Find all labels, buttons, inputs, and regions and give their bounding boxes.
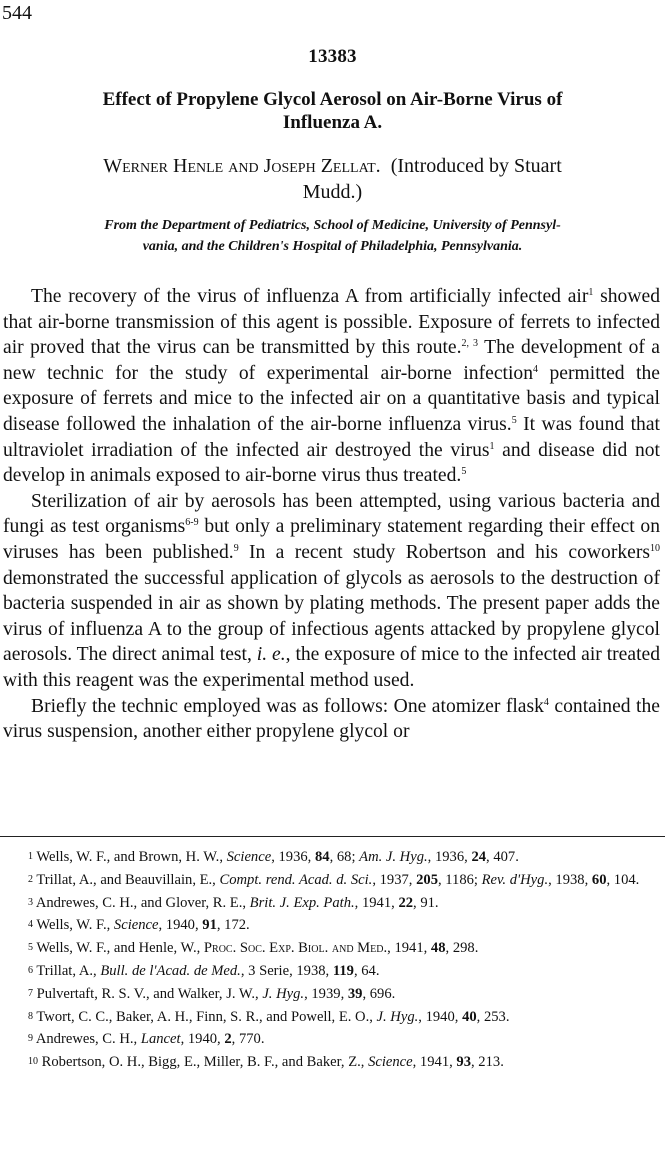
text-run: and disease did not develop in animals exposed to air-borne virus thus treated.: [3, 439, 660, 487]
journal-name: J. Hyg.: [376, 1008, 419, 1025]
footnote-text: , 1937,: [372, 871, 417, 888]
footnote-ref: 1: [489, 440, 495, 452]
affiliation-line-1: From the Department of Pediatrics, School of Medicine, University of Pennsyl-: [104, 218, 561, 233]
footnote-text: , 1186;: [437, 871, 482, 888]
volume-number: 60: [591, 871, 607, 888]
title-line-1: Effect of Propylene Glycol Aerosol on Air-Borne Virus of: [102, 89, 563, 110]
footnote-text: , 1938,: [548, 871, 592, 888]
footnote-ref: 5: [461, 466, 467, 478]
introduced-by: (Introduced by Stuart: [390, 155, 562, 177]
affiliation: [0, 215, 665, 257]
page-number: 544: [2, 2, 32, 24]
footnote-text: , 1940,: [418, 1008, 463, 1025]
footnote: [3, 983, 660, 1006]
text-run: The development of a new technic for the study of experimental air-borne infection: [3, 337, 660, 384]
footnote: [3, 960, 660, 983]
footnote-text: , 770.: [231, 1031, 265, 1048]
footnote-text: , 3 Serie, 1938,: [240, 962, 333, 979]
volume-number: 205: [416, 871, 438, 888]
footnote: [3, 869, 660, 892]
author-2: Joseph Zellat.: [263, 155, 381, 177]
footnote-text: , 172.: [216, 917, 250, 934]
text-run: In a recent study Robertson and his coworkers: [238, 541, 650, 563]
footnote-ref: 10: [650, 542, 660, 554]
footnote: [3, 914, 660, 937]
article-number: 13383: [308, 46, 357, 67]
footnote-text: , 696.: [362, 985, 396, 1002]
footnote-number: 3: [28, 896, 33, 908]
footnote-authors: Wells, W. F., and Henle, W.,: [36, 940, 204, 957]
text-run: Briefly the technic employed was as follows: One atomizer flask: [31, 695, 544, 717]
title-line-2: Influenza A.: [282, 112, 383, 133]
text-run: The recovery of the virus of influenza A from artificially infected air: [31, 286, 589, 307]
volume-number: 2: [224, 1031, 232, 1048]
author-line-1: [10, 153, 655, 179]
text-run: It was found that ultraviolet irradiation of the infected air destroyed the virus: [3, 413, 660, 461]
footnote-authors: Twort, C. C., Baker, A. H., Finn, S. R., and Powell, E. O.,: [36, 1008, 377, 1025]
text-run: Sterilization of air by aerosols has been attempted, using various bacteria and fungi as test organisms: [3, 490, 660, 538]
footnote-text: , 1936,: [271, 849, 315, 865]
journal-name: Compt. rend. Acad. d. Sci.: [219, 871, 373, 888]
footnote: [3, 1028, 660, 1051]
footnote-ref: 4: [533, 363, 538, 375]
footnote-text: , 1941,: [354, 894, 399, 911]
italic-abbrev: i. e.: [256, 644, 286, 666]
article-title: [10, 88, 655, 134]
footnote-ref: 1: [588, 287, 594, 298]
footnote-text: , 1936,: [427, 849, 472, 865]
volume-number: 22: [398, 894, 414, 911]
body-text: [3, 284, 660, 745]
text-run: , the exposure of mice to the infected air treated with this reagent was the experimental method used.: [3, 644, 661, 691]
footnote: [3, 937, 660, 960]
volume-number: 40: [462, 1008, 477, 1025]
footnote-text: , 1939,: [304, 985, 348, 1002]
journal-name: Science: [113, 917, 159, 934]
footnote-text: , 407.: [486, 849, 519, 865]
paragraph-3: [3, 694, 660, 745]
footnote-text: , 213.: [471, 1054, 504, 1071]
footnote-text: , 68;: [329, 849, 360, 865]
author-line-2: Mudd.): [302, 181, 363, 203]
footnote: [3, 892, 660, 915]
footnotes: [3, 846, 660, 1074]
footnote-ref: 5: [511, 414, 517, 426]
affiliation-line-2: vania, and the Children's Hospital of Philadelphia, Pennsylvania.: [142, 239, 523, 254]
author-1: Werner Henle: [103, 155, 224, 177]
text-run: demonstrated the successful application of glycols as aerosols to the destruction of bacteria suspended in air as shown by plating methods. The present paper adds the virus of influenza A to the group of infectious agents attacked by propylene glycol aerosols. The direct animal test,: [3, 567, 660, 666]
volume-number: 24: [471, 849, 487, 865]
footnote-authors: Andrewes, C. H., and Glover, R. E.,: [35, 894, 250, 911]
footnote-number: 1: [28, 851, 33, 862]
footnote-number: 5: [28, 942, 33, 954]
footnote-text: , 298.: [445, 940, 479, 957]
volume-number: 91: [202, 917, 217, 934]
paragraph-2: [3, 489, 660, 694]
footnote-number: 7: [28, 987, 33, 999]
footnote-ref: 6-9: [185, 517, 199, 529]
journal-name: Science: [226, 849, 272, 865]
journal-name: J. Hyg.: [262, 985, 305, 1002]
footnote-authors: Wells, W. F., and Brown, H. W.,: [36, 849, 227, 865]
footnote-ref: 2, 3: [461, 338, 479, 350]
journal-name: Science: [368, 1054, 413, 1071]
journal-name: Proc. Soc. Exp. Biol. and Med.: [203, 940, 388, 957]
volume-number: 93: [456, 1054, 471, 1071]
footnote: [3, 1051, 660, 1074]
footnote-text: , 1940,: [180, 1031, 225, 1048]
author-conjunction: and: [228, 155, 259, 177]
text-run: showed that air-borne transmission of this agent is possible. Exposure of ferrets to infected air proved that the virus can be transmitted by this route.: [3, 286, 660, 359]
footnote-number: 10: [28, 1056, 38, 1068]
text-run: but only a preliminary statement regarding their effect on viruses has been published.: [3, 516, 660, 563]
footnote: [3, 1006, 660, 1029]
footnote-authors: Andrewes, C. H.,: [35, 1031, 141, 1048]
footnote-authors: Robertson, O. H., Bigg, E., Miller, B. F., and Baker, Z.,: [41, 1054, 369, 1071]
footnote-number: 6: [28, 964, 33, 976]
footnote-text: , 104.: [606, 871, 640, 888]
footnote-authors: Pulvertaft, R. S. V., and Walker, J. W.,: [36, 985, 263, 1002]
journal-name: Brit. J. Exp. Path.: [249, 894, 355, 911]
paragraph-1: [3, 284, 660, 489]
footnote-number: 9: [28, 1033, 33, 1045]
volume-number: 48: [430, 940, 446, 957]
footnote-text: , 91.: [413, 894, 439, 911]
footnote-text: , 1941,: [412, 1054, 457, 1071]
footnote-text: , 1941,: [387, 940, 431, 957]
volume-number: 119: [332, 962, 354, 979]
footnote-ref: 9: [233, 542, 239, 554]
text-run: contained the virus suspension, another either propylene glycol or: [3, 695, 660, 743]
journal-name: Bull. de l'Acad. de Med.: [100, 962, 241, 979]
text-run: permitted the exposure of ferrets and mice to the infected air on a quantitative basis and typical disease followed the inhalation of the air-borne influenza virus.: [3, 362, 660, 435]
author-line: [10, 153, 655, 205]
footnote-number: 4: [28, 919, 33, 931]
journal-name: Lancet: [140, 1031, 181, 1048]
footnote: [3, 846, 660, 869]
footnote-number: 8: [28, 1010, 33, 1022]
footnote-divider: [0, 836, 665, 837]
footnote-authors: Trillat, A.,: [36, 962, 101, 979]
footnote-text: , 64.: [353, 962, 380, 979]
footnote-authors: Wells, W. F.,: [36, 917, 114, 934]
journal-name: Am. J. Hyg.: [359, 849, 428, 865]
volume-number: 84: [314, 849, 330, 865]
journal-name: Rev. d'Hyg.: [481, 871, 549, 888]
footnote-ref: 4: [543, 696, 549, 708]
footnote-authors: Trillat, A., and Beauvillain, E.,: [36, 871, 220, 888]
volume-number: 39: [347, 985, 363, 1002]
footnote-text: , 1940,: [158, 917, 203, 934]
footnote-text: , 253.: [476, 1008, 510, 1025]
footnote-number: 2: [28, 873, 33, 885]
